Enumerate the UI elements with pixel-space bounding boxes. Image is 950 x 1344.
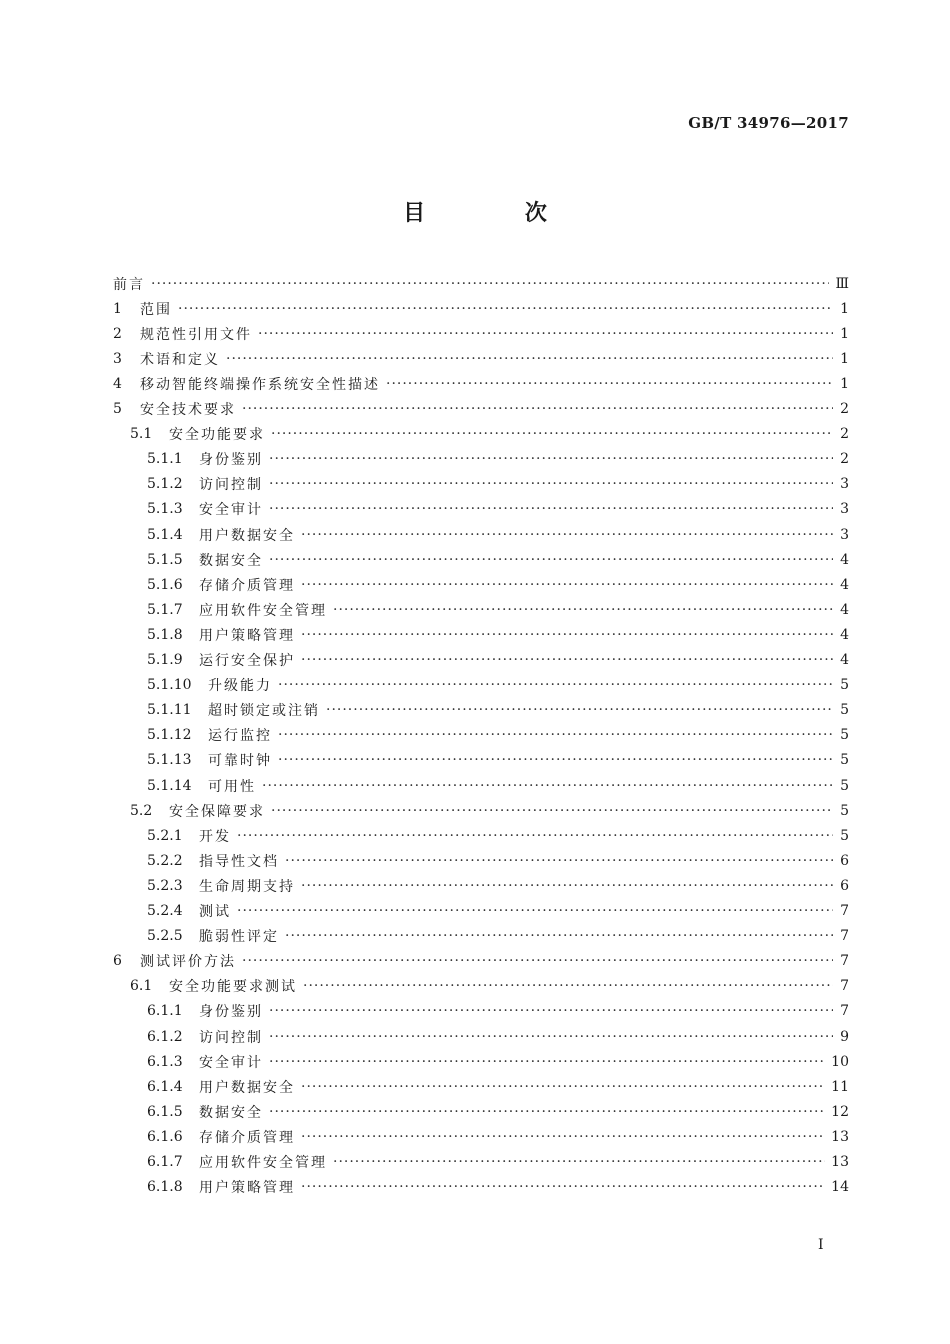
toc-entry-page: 4 (840, 601, 849, 618)
toc-entry-title: 脆弱性评定 (199, 929, 279, 946)
toc-entry-page: 5 (840, 777, 849, 794)
toc-entry-page: 2 (840, 401, 849, 417)
leader-dots (271, 803, 833, 819)
toc-entry-number: 3 (113, 350, 122, 367)
toc-entry-number: 4 (113, 375, 122, 392)
toc-entry[interactable] (113, 698, 849, 723)
toc-entry-page: 10 (831, 1053, 849, 1070)
toc-entry[interactable] (113, 622, 849, 647)
leader-dots (301, 527, 833, 543)
toc-entry[interactable] (113, 673, 849, 698)
toc-entry[interactable] (113, 1074, 849, 1099)
toc-entry-title: 用户数据安全 (199, 1079, 295, 1096)
toc-entry-title: 开发 (199, 828, 231, 845)
toc-entry[interactable] (113, 1150, 849, 1175)
toc-entry-page: 13 (831, 1128, 849, 1145)
toc-entry-title: 应用软件安全管理 (199, 602, 327, 619)
toc-entry-number: 6.1 (130, 978, 153, 995)
toc-entry-page: 7 (840, 978, 849, 995)
toc-entry-page: 7 (840, 1003, 849, 1020)
toc-entry-title: 安全保障要求 (169, 803, 265, 820)
leader-dots (269, 1054, 825, 1070)
toc-title: 目 次 (403, 201, 593, 226)
toc-entry-number: 5.1 (130, 426, 153, 443)
toc-entry-page: 3 (840, 501, 849, 518)
toc-entry-title: 可用性 (208, 778, 256, 795)
toc-entry[interactable] (113, 472, 849, 497)
toc-entry-page: 4 (840, 652, 849, 668)
toc-entry-page: 5 (840, 677, 849, 694)
toc-entry-title: 测试评价方法 (140, 954, 236, 971)
toc-entry-page: 5 (840, 802, 849, 819)
leader-dots (285, 928, 833, 944)
toc-entry-title: 数据安全 (199, 1104, 263, 1121)
leader-dots (269, 1003, 833, 1019)
toc-entry[interactable] (113, 597, 849, 622)
leader-dots (278, 752, 833, 768)
toc-entry[interactable] (113, 974, 849, 999)
toc-entry-number: 5.1.9 (147, 652, 183, 668)
toc-entry-title: 应用软件安全管理 (199, 1155, 327, 1171)
toc-entry-title: 前言 (113, 276, 145, 293)
toc-entry[interactable] (113, 648, 849, 673)
leader-dots (278, 727, 833, 743)
leader-dots (237, 903, 833, 919)
toc-entry[interactable] (113, 748, 849, 773)
leader-dots (301, 627, 833, 643)
toc-entry-number: 5.2.1 (147, 827, 183, 844)
toc-entry-title: 范围 (140, 301, 172, 318)
leader-dots (303, 978, 833, 994)
toc-entry-page: 1 (840, 300, 849, 317)
toc-entry[interactable] (113, 899, 849, 924)
toc-entry-number: 5.1.7 (147, 601, 183, 618)
toc-entry-page: 5 (840, 752, 849, 769)
toc-entry-number: 5.1.13 (147, 752, 192, 769)
toc-entry-page: 2 (840, 451, 849, 468)
leader-dots (269, 501, 833, 517)
toc-entry-title: 安全功能要求测试 (169, 979, 297, 996)
leader-dots (301, 1179, 825, 1195)
toc-entry-number: 5.2 (130, 802, 153, 819)
toc-entry-page: 5 (840, 702, 849, 719)
toc-entry[interactable] (113, 271, 849, 296)
toc-entry[interactable] (113, 848, 849, 873)
toc-entry-number: 6.1.8 (147, 1179, 183, 1196)
toc-entry[interactable] (113, 522, 849, 547)
leader-dots (242, 401, 833, 417)
toc-entry-number: 6.1.7 (147, 1154, 183, 1170)
toc-entry-title: 指导性文档 (199, 853, 279, 870)
standard-code: GB/T 34976—2017 (688, 114, 849, 132)
toc-entry-title: 用户策略管理 (199, 627, 295, 644)
leader-dots (285, 853, 833, 869)
toc-entry[interactable] (113, 371, 849, 396)
toc-entry-number: 5.2.3 (147, 877, 183, 894)
toc-entry-page: 7 (840, 928, 849, 945)
toc-entry-number: 5.1.14 (147, 777, 192, 794)
leader-dots (269, 476, 833, 492)
toc-entry-title: 生命周期支持 (199, 878, 295, 895)
toc-entry-number: 5.2.2 (147, 852, 183, 869)
toc-entry[interactable] (113, 1175, 849, 1200)
leader-dots (269, 1029, 833, 1045)
toc-entry[interactable] (113, 1099, 849, 1124)
toc-entry-title: 安全审计 (199, 1054, 263, 1071)
toc-entry[interactable] (113, 572, 849, 597)
toc-entry-number: 5.1.2 (147, 476, 183, 493)
leader-dots (269, 451, 833, 467)
toc-entry-number: 6.1.4 (147, 1078, 183, 1095)
toc-entry-number: 6.1.1 (147, 1003, 183, 1020)
toc-entry[interactable] (113, 397, 849, 422)
leader-dots (269, 552, 833, 568)
toc-entry-number: 5.2.4 (147, 903, 183, 919)
toc-entry[interactable] (113, 798, 849, 823)
toc-entry[interactable] (113, 823, 849, 848)
toc-entry-number: 5.2.5 (147, 928, 183, 945)
leader-dots (301, 1129, 825, 1145)
toc-entry-number: 6 (113, 953, 122, 970)
toc-entry-title: 安全功能要求 (169, 427, 265, 444)
toc-entry-page: 3 (840, 476, 849, 493)
toc-entry-title: 数据安全 (199, 552, 263, 569)
toc-entry-title: 安全审计 (199, 502, 263, 519)
toc-entry[interactable] (113, 1124, 849, 1149)
leader-dots (237, 828, 833, 844)
toc-entry[interactable] (113, 321, 849, 346)
toc-entry-number: 5.1.6 (147, 576, 183, 593)
leader-dots (178, 301, 833, 317)
toc-entry-number: 2 (113, 325, 122, 342)
toc-entry-title: 用户策略管理 (199, 1180, 295, 1197)
toc-entry-title: 访问控制 (199, 1029, 263, 1046)
toc-entry-page: 7 (840, 903, 849, 919)
toc-entry-page: 7 (840, 953, 849, 970)
leader-dots (269, 1104, 825, 1120)
toc-entry-number: 1 (113, 300, 122, 317)
toc-entry[interactable] (113, 773, 849, 798)
toc-entry-number: 5.1.1 (147, 451, 183, 468)
leader-dots (271, 426, 833, 442)
toc-entry[interactable] (113, 1049, 849, 1074)
leader-dots (258, 326, 833, 342)
toc-entry[interactable] (113, 924, 849, 949)
toc-entry-page: 1 (840, 375, 849, 392)
leader-dots (301, 1079, 825, 1095)
toc-entry[interactable] (113, 999, 849, 1024)
toc-entry-page: 2 (840, 426, 849, 443)
toc-entry-title: 身份鉴别 (199, 1004, 263, 1021)
toc-entry-page: 6 (840, 877, 849, 894)
leader-dots (386, 376, 833, 392)
toc-entry[interactable] (113, 949, 849, 974)
toc-entry-title: 测试 (199, 904, 231, 920)
toc-entry-title: 规范性引用文件 (140, 326, 252, 343)
leader-dots (326, 702, 833, 718)
toc-entry-number: 5.1.3 (147, 501, 183, 518)
toc-entry-title: 身份鉴别 (199, 452, 263, 469)
leader-dots (333, 602, 833, 618)
toc-entry-number: 5.1.4 (147, 526, 183, 543)
leader-dots (301, 878, 833, 894)
toc-entry-page: 1 (840, 350, 849, 367)
toc-entry-title: 运行安全保护 (199, 653, 295, 669)
toc-entry-page: 14 (831, 1179, 849, 1196)
toc-entry-title: 存储介质管理 (199, 1129, 295, 1146)
toc-entry-number: 5.1.11 (147, 702, 192, 719)
toc-entry-title: 存储介质管理 (199, 577, 295, 594)
toc-entry-page: 4 (840, 576, 849, 593)
toc-entry-page: 5 (840, 827, 849, 844)
toc-entry[interactable] (113, 1024, 849, 1049)
leader-dots (278, 677, 833, 693)
leader-dots (151, 276, 829, 292)
toc-entry-number: 6.1.5 (147, 1103, 183, 1120)
toc-entry[interactable] (113, 873, 849, 898)
toc-entry-page: 3 (840, 526, 849, 543)
toc-entry-title: 移动智能终端操作系统安全性描述 (140, 376, 380, 393)
toc-entry-title: 可靠时钟 (208, 753, 272, 770)
toc-entry-title: 术语和定义 (140, 351, 220, 368)
toc-entry-page: Ⅲ (835, 275, 849, 292)
toc-entry-number: 5 (113, 401, 122, 417)
toc-entry[interactable] (113, 346, 849, 371)
leader-dots (301, 652, 833, 668)
toc-entry-number: 6.1.2 (147, 1028, 183, 1045)
toc-entry-page: 5 (840, 727, 849, 744)
toc-entry[interactable] (113, 723, 849, 748)
toc-entry-title: 超时锁定或注销 (208, 703, 320, 720)
toc-entry-number: 5.1.5 (147, 551, 183, 568)
toc-entry-title: 用户数据安全 (199, 527, 295, 544)
toc-entry-number: 5.1.10 (147, 677, 192, 694)
leader-dots (262, 778, 833, 794)
toc-entry-page: 13 (831, 1154, 849, 1170)
toc-entry[interactable] (113, 547, 849, 572)
toc-entry-page: 9 (840, 1028, 849, 1045)
toc-entry-title: 访问控制 (199, 477, 263, 494)
toc-entry-page: 4 (840, 626, 849, 643)
toc-entry-title: 升级能力 (208, 678, 272, 695)
toc-entry[interactable] (113, 296, 849, 321)
toc-entry-page: 12 (831, 1103, 849, 1120)
toc-entry-page: 6 (840, 852, 849, 869)
page-number: I (818, 1237, 824, 1253)
toc-entry-page: 1 (840, 325, 849, 342)
toc-entry-title: 安全技术要求 (140, 402, 236, 418)
toc-entry[interactable] (113, 447, 849, 472)
leader-dots (226, 351, 833, 367)
toc-entry-number: 5.1.12 (147, 727, 192, 744)
leader-dots (242, 953, 833, 969)
toc-entry-number: 5.1.8 (147, 626, 183, 643)
toc-entry[interactable] (113, 422, 849, 447)
toc-entry-page: 4 (840, 551, 849, 568)
toc-entry-number: 6.1.6 (147, 1128, 183, 1145)
toc-entry-title: 运行监控 (208, 728, 272, 745)
leader-dots (333, 1154, 825, 1170)
toc-entry[interactable] (113, 497, 849, 522)
toc-entry-number: 6.1.3 (147, 1053, 183, 1070)
leader-dots (301, 577, 833, 593)
toc-entry-page: 11 (831, 1078, 849, 1095)
